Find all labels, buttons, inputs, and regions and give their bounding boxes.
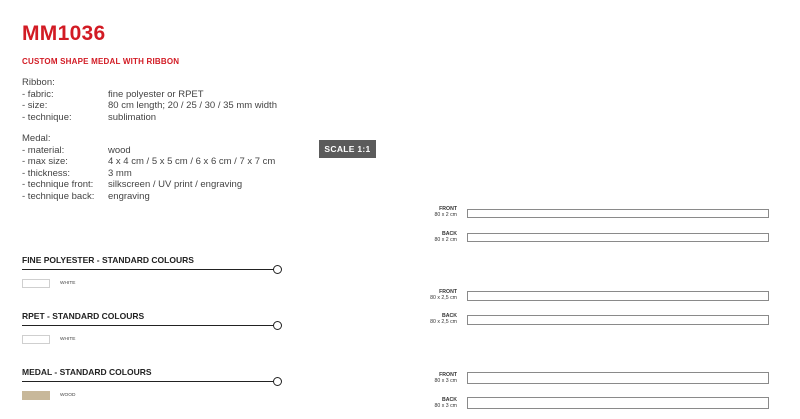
ribbon-template-front (467, 209, 769, 218)
ribbon-size: 80 x 2,5 cm (430, 319, 457, 325)
product-code-title: MM1036 (22, 22, 106, 45)
ribbon-side: BACK (442, 231, 457, 237)
section-title-medal: MEDAL - STANDARD COLOURS (22, 367, 152, 377)
ribbon-specs (22, 77, 277, 123)
spec-label: - thickness: (22, 167, 71, 179)
swatch-label: WHITE (60, 281, 76, 286)
ribbon-template-label (435, 397, 458, 409)
ribbon-template-front (467, 291, 769, 301)
medal-specs-heading: Medal: (22, 133, 51, 144)
ribbon-template-back (467, 315, 769, 325)
spec-label: - technique: (22, 111, 72, 123)
section-divider-end-dot (273, 377, 282, 386)
spec-label: - technique front: (22, 179, 94, 190)
ribbon-size: 80 x 2 cm (434, 237, 457, 243)
spec-row (22, 100, 277, 112)
spec-row (22, 168, 275, 180)
spec-value: fine polyester or RPET (108, 88, 204, 100)
colour-swatch-wood (22, 391, 50, 400)
ribbon-side: BACK (442, 313, 457, 319)
spec-value: engraving (108, 190, 150, 202)
spec-value: silkscreen / UV print / engraving (108, 179, 243, 190)
spec-label: - max size: (22, 156, 68, 167)
ribbon-side: FRONT (439, 206, 457, 212)
ribbon-side: FRONT (439, 289, 457, 295)
spec-row (22, 179, 275, 191)
spec-value: sublimation (108, 111, 157, 123)
spec-value: 3 mm (108, 167, 132, 179)
ribbon-size: 80 x 3 cm (434, 378, 457, 384)
section-divider-end-dot (273, 321, 282, 330)
ribbon-template-label (435, 372, 458, 384)
swatch-label: WOOD (60, 393, 76, 398)
spec-row (22, 191, 275, 203)
ribbon-size: 80 x 2 cm (434, 212, 457, 218)
section-divider-end-dot (273, 265, 282, 274)
spec-label: - size: (22, 100, 48, 111)
ribbon-template-back (467, 397, 769, 409)
swatch-label: WHITE (60, 337, 76, 342)
ribbon-template-label (430, 313, 457, 325)
section-divider (22, 381, 276, 382)
spec-value: 80 cm length; 20 / 25 / 30 / 35 mm width (108, 100, 277, 111)
spec-row (22, 89, 277, 101)
spec-label: - fabric: (22, 88, 54, 100)
ribbon-side: BACK (442, 397, 457, 403)
ribbon-template-front (467, 372, 769, 384)
section-title-fine-polyester: FINE POLYESTER - STANDARD COLOURS (22, 255, 194, 265)
scale-badge: SCALE 1:1 (319, 140, 376, 158)
spec-value: 4 x 4 cm / 5 x 5 cm / 6 x 6 cm / 7 x 7 cm (108, 156, 276, 167)
section-divider (22, 269, 276, 270)
spec-label: - technique back: (22, 190, 95, 202)
spec-row (22, 156, 275, 168)
colour-swatch-white (22, 335, 50, 344)
ribbon-template-label (435, 206, 458, 218)
ribbon-template-label (435, 231, 458, 243)
ribbon-template-back (467, 233, 769, 242)
product-name-subtitle: CUSTOM SHAPE MEDAL WITH RIBBON (22, 57, 180, 66)
ribbon-side: FRONT (439, 372, 457, 378)
ribbon-specs-heading: Ribbon: (22, 77, 55, 88)
ribbon-size: 80 x 2,5 cm (430, 295, 457, 301)
spec-row (22, 145, 275, 157)
spec-label: - material: (22, 144, 65, 156)
ribbon-template-label (430, 289, 457, 301)
spec-row (22, 112, 277, 124)
ribbon-size: 80 x 3 cm (434, 403, 457, 409)
spec-value: wood (108, 144, 131, 156)
medal-specs (22, 133, 275, 202)
colour-swatch-white (22, 279, 50, 288)
section-divider (22, 325, 276, 326)
section-title-rpet: RPET - STANDARD COLOURS (22, 311, 145, 321)
